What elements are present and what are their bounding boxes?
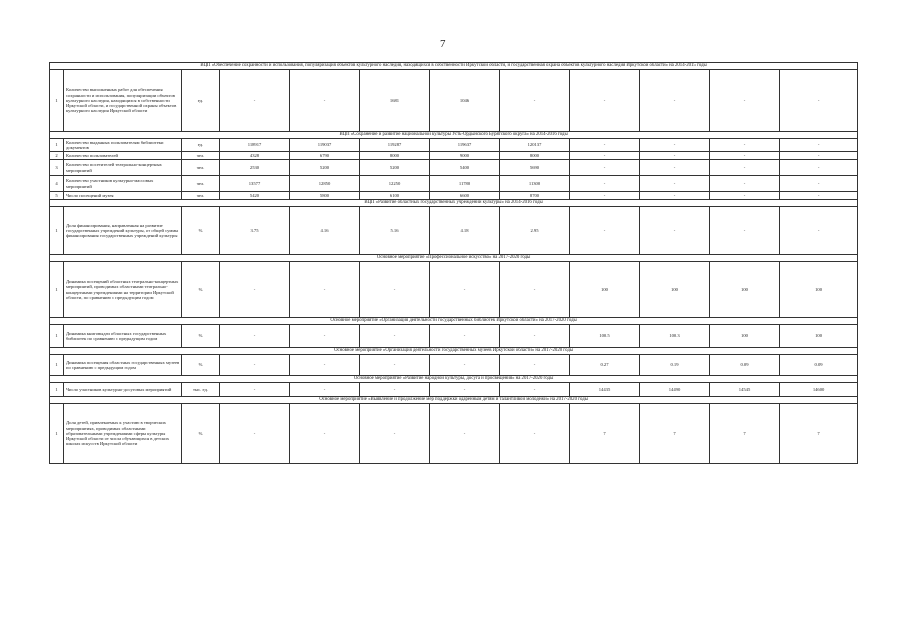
value-cell: 119037 [290,139,360,152]
row-number-cell: 3 [50,160,64,176]
value-cell: 11780 [430,176,500,192]
section-header-row [50,348,858,355]
section-header-row [50,132,858,139]
value-cell: 2530 [220,160,290,176]
unit-cell: чел. [182,192,220,200]
unit-cell: чел. [182,152,220,160]
table-row [50,139,858,152]
value-cell: 6100 [360,192,430,200]
value-cell: - [430,262,500,318]
value-cell: - [710,160,780,176]
table-row [50,355,858,376]
indicator-name-cell: Количество участников культурно-массовых мероприятий [64,176,182,192]
value-cell: - [710,139,780,152]
value-cell: - [430,383,500,397]
value-cell: 100 [640,262,710,318]
value-cell: 6790 [290,152,360,160]
table-row [50,152,858,160]
table-row [50,207,858,255]
value-cell: 4.18 [430,207,500,255]
row-number-cell: 5 [50,192,64,200]
row-number-cell: 1 [50,262,64,318]
value-cell: - [290,383,360,397]
table-row [50,160,858,176]
indicator-name-cell: Динамика посещения областных государственных музеев по сравнению с предыдущим годом [64,355,182,376]
table-row [50,262,858,318]
value-cell: 8700 [500,192,570,200]
value-cell: - [290,355,360,376]
value-cell: 7 [710,404,780,464]
value-cell: - [640,152,710,160]
value-cell: - [570,192,640,200]
value-cell: 14490 [640,383,710,397]
value-cell: 100 [710,325,780,348]
value-cell: 7 [780,404,858,464]
value-cell: - [360,262,430,318]
value-cell: 119287 [360,139,430,152]
indicators-table [49,62,858,464]
section-title: Основное мероприятие «Профессиональное искусство» на 2017-2020 годы [50,255,858,262]
value-cell: 8000 [360,152,430,160]
value-cell: - [360,404,430,464]
value-cell: - [640,160,710,176]
value-cell: 14600 [780,383,858,397]
section-header-row [50,318,858,325]
section-title: ВЦП «Обеспечение сохранности и использования, популяризация объектов культурного наследия, находящихся в собственности Иркутской области, и государственная охрана объектов культурного наследия Иркутской области» на 2014-2015 годы [50,63,858,70]
value-cell: - [710,192,780,200]
value-cell: - [500,404,570,464]
value-cell: 119637 [430,139,500,152]
value-cell: - [710,70,780,132]
row-number-cell: 4 [50,176,64,192]
value-cell: - [290,70,360,132]
value-cell: - [570,139,640,152]
value-cell: - [570,152,640,160]
row-number-cell: 1 [50,207,64,255]
value-cell: 100 [780,325,858,348]
value-cell: - [780,160,858,176]
unit-cell: % [182,325,220,348]
value-cell: 100 [780,262,858,318]
table-row [50,404,858,464]
value-cell: 6600 [430,192,500,200]
value-cell: 5200 [360,160,430,176]
value-cell: - [640,70,710,132]
value-cell: - [710,152,780,160]
section-header-row [50,200,858,207]
indicator-name-cell: Динамика посещений областных театрально-концертных мероприятий, проводимых областными театрально-концертными учреждениями на территории Иркутской области, по сравнению с предыдущим годом [64,262,182,318]
value-cell: 7 [640,404,710,464]
value-cell: - [780,176,858,192]
section-title: Основное мероприятие «Выявление и продолжение мер поддержки одаренным детям и талантливой молодежи» на 2017-2020 годы [50,397,858,404]
value-cell: 5800 [290,192,360,200]
table-row [50,70,858,132]
value-cell: - [360,325,430,348]
table-row [50,192,858,200]
value-cell: - [500,70,570,132]
value-cell: 3.75 [220,207,290,255]
value-cell: 8000 [500,152,570,160]
indicator-name-cell: Число участников культурно-досуговых мероприятий [64,383,182,397]
value-cell: 118917 [220,139,290,152]
value-cell: 7 [570,404,640,464]
value-cell: 5420 [220,192,290,200]
value-cell: 4328 [220,152,290,160]
value-cell: 1046 [430,70,500,132]
table-row [50,176,858,192]
value-cell: - [640,139,710,152]
unit-cell: % [182,355,220,376]
value-cell: 5400 [430,160,500,176]
value-cell: 12250 [360,176,430,192]
indicator-name-cell: Количество посетителей театрально-концертных мероприятий [64,160,182,176]
value-cell: 2.95 [500,207,570,255]
row-number-cell: 1 [50,383,64,397]
value-cell: 100 [570,262,640,318]
section-header-row [50,376,858,383]
value-cell: 100 [710,262,780,318]
value-cell: - [570,70,640,132]
value-cell: - [290,262,360,318]
value-cell: - [710,207,780,255]
unit-cell: ед. [182,139,220,152]
section-header-row [50,255,858,262]
value-cell: - [220,325,290,348]
value-cell: - [500,383,570,397]
indicator-name-cell: Количество выданных пользователям библиотеки документов [64,139,182,152]
value-cell: - [360,355,430,376]
value-cell: 5.16 [360,207,430,255]
unit-cell: % [182,262,220,318]
row-number-cell: 2 [50,152,64,160]
page-number: 7 [440,38,446,50]
value-cell: - [570,160,640,176]
row-number-cell: 1 [50,355,64,376]
value-cell: 13577 [220,176,290,192]
value-cell: 100.3 [640,325,710,348]
value-cell: 12850 [290,176,360,192]
value-cell: 5200 [290,160,360,176]
value-cell: - [290,325,360,348]
indicator-name-cell: Число посещений музея [64,192,182,200]
value-cell: 14435 [570,383,640,397]
value-cell: - [570,176,640,192]
section-header-row [50,397,858,404]
unit-cell: чел. [182,160,220,176]
section-title: ВЦП «Сохранение и развитие национальной культуры Усть-Ордынского Бурятского округа» на 2014-2016 годы [50,132,858,139]
value-cell: - [780,207,858,255]
indicator-name-cell: Динамика книговыдач областных государственных библиотек по сравнению с предыдущим годом [64,325,182,348]
value-cell: - [780,70,858,132]
unit-cell: чел. [182,176,220,192]
value-cell: - [500,355,570,376]
unit-cell: тыс. ед. [182,383,220,397]
value-cell: - [640,207,710,255]
row-number-cell: 1 [50,404,64,464]
value-cell: - [430,325,500,348]
value-cell: - [780,139,858,152]
value-cell: 11300 [500,176,570,192]
value-cell: 4.16 [290,207,360,255]
unit-cell: ед. [182,70,220,132]
value-cell: - [500,262,570,318]
value-cell: - [640,192,710,200]
row-number-cell: 1 [50,325,64,348]
value-cell: - [500,325,570,348]
value-cell: - [360,383,430,397]
section-title: Основное мероприятие «Организация деятельности государственных музеев Иркутской области» на 2017-2020 годы [50,348,858,355]
section-title: Основное мероприятие «Развитие народной культуры, досуга и просвещения» на 2017-2020 годы [50,376,858,383]
value-cell: 100.5 [570,325,640,348]
value-cell: - [220,262,290,318]
value-cell: - [220,404,290,464]
value-cell: 0.09 [710,355,780,376]
unit-cell: % [182,207,220,255]
value-cell: - [780,152,858,160]
unit-cell: % [182,404,220,464]
value-cell: - [430,355,500,376]
value-cell: - [290,404,360,464]
indicators-table-body [50,63,858,464]
section-header-row [50,63,858,70]
value-cell: - [710,176,780,192]
row-number-cell: 1 [50,139,64,152]
value-cell: - [640,176,710,192]
value-cell: 5690 [500,160,570,176]
indicator-name-cell: Доля детей, привлекаемых к участию в творческих мероприятиях, проводимых областными образовательными учреждениями сферы культуры Иркутской области от числа обучающихся в детских школах искусств Иркутской области [64,404,182,464]
table-row [50,325,858,348]
indicator-name-cell: Количество пользователей [64,152,182,160]
value-cell: 0.27 [570,355,640,376]
value-cell: 120137 [500,139,570,152]
section-title: ВЦП «Развитие областных государственных учреждений культуры» на 2014-2016 годы [50,200,858,207]
value-cell: 0.19 [640,355,710,376]
indicator-name-cell: Количество выполненных работ для обеспечения сохранности и использования, популяризации объектов культурного наследия, находящихся в собственности Иркутской области, и государственной охраны объектов культурного наследия Иркутской области [64,70,182,132]
value-cell: 9000 [430,152,500,160]
value-cell: - [430,404,500,464]
value-cell: - [220,383,290,397]
section-title: Основное мероприятие «Организация деятельности государственных библиотек Иркутской области» на 2017-2020 годы [50,318,858,325]
value-cell: 1681 [360,70,430,132]
value-cell: - [570,207,640,255]
row-number-cell: 1 [50,70,64,132]
value-cell: - [220,70,290,132]
value-cell: - [220,355,290,376]
value-cell: 14545 [710,383,780,397]
value-cell: 0.09 [780,355,858,376]
indicator-name-cell: Доля финансирования, направленная на развитие государственных учреждений культуры, от общей суммы финансирования государственных учреждений культуры [64,207,182,255]
value-cell: - [780,192,858,200]
table-row [50,383,858,397]
